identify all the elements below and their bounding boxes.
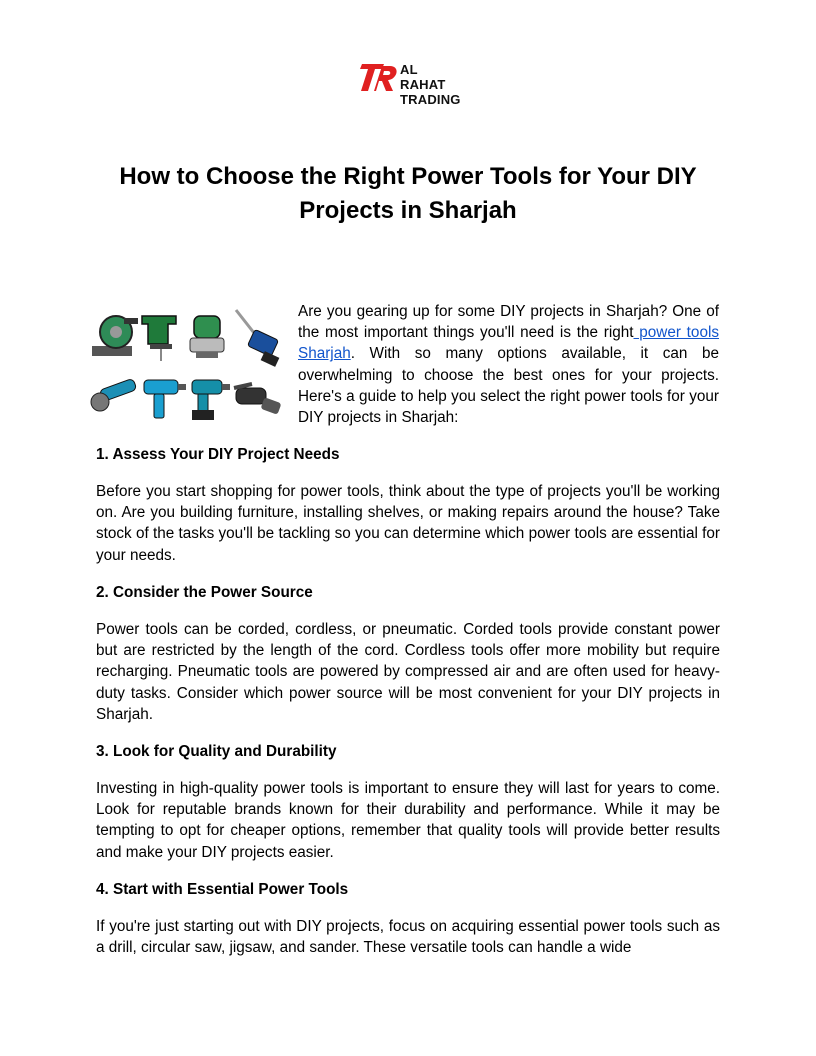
- intro-paragraph: [298, 301, 719, 428]
- power-tools-sharjah-link[interactable]: power tools Sharjah: [298, 324, 719, 363]
- logo-text-line1: AL RAHAT: [400, 62, 446, 92]
- router-icon: [190, 316, 224, 358]
- angle-grinder-icon: [91, 378, 137, 411]
- logo-monogram-icon: [360, 60, 400, 94]
- power-tools-image: [86, 304, 284, 426]
- drill-icon: [144, 380, 186, 418]
- page-title: How to Choose the Right Power Tools for Your DIY Projects in Sharjah: [119, 163, 697, 224]
- section-body: Power tools can be corded, cordless, or pneumatic. Corded tools provide constant power but are restricted by the length of the cord. Cordless tools offer more mobility but require recharging. Pneumatic tools are powered by compressed air and are often used for heavy-duty tasks. Consider which power source will be most convenient for your DIY projects in Sharjah.: [96, 621, 720, 723]
- intro-text-before: Are you gearing up for some DIY projects in Sharjah? One of the most important things you'll need is the right: [298, 303, 719, 342]
- blower-icon: [234, 384, 282, 415]
- intro-text-after: . With so many options available, it can be overwhelming to choose the best ones for your projects. Here's a guide to help you select the right power tools for your DIY projects in Sharjah:: [298, 345, 719, 427]
- section-body: Investing in high-quality power tools is important to ensure they will last for years to come. Look for reputable brands known for their durability and performance. While it may be tempting to opt for cheaper options, remember that quality tools will provide better results and make your DIY projects easier.: [96, 780, 720, 861]
- section-heading: 2. Consider the Power Source: [96, 584, 313, 601]
- cutoff-saw-icon: [92, 316, 138, 356]
- section-body: If you're just starting out with DIY projects, focus on acquiring essential power tools such as a drill, circular saw, jigsaw, and sander. These versatile tools can handle a wide: [96, 918, 720, 957]
- jigsaw-icon: [142, 316, 176, 361]
- section-heading: 3. Look for Quality and Durability: [96, 743, 337, 760]
- logo-text: [400, 62, 461, 107]
- demolition-hammer-icon: [236, 310, 279, 367]
- brand-logo: [360, 60, 461, 107]
- section-body: Before you start shopping for power tools, think about the type of projects you'll be working on. Are you building furniture, installing shelves, or making repairs around the house? Take stock of the tasks you'll be tackling so you can determine which power tools are essential for your needs.: [96, 483, 720, 564]
- section-heading: 4. Start with Essential Power Tools: [96, 881, 349, 898]
- logo-text-line2: TRADING: [400, 92, 461, 107]
- section-heading: 1. Assess Your DIY Project Needs: [96, 446, 340, 463]
- cordless-drill-icon: [192, 380, 230, 420]
